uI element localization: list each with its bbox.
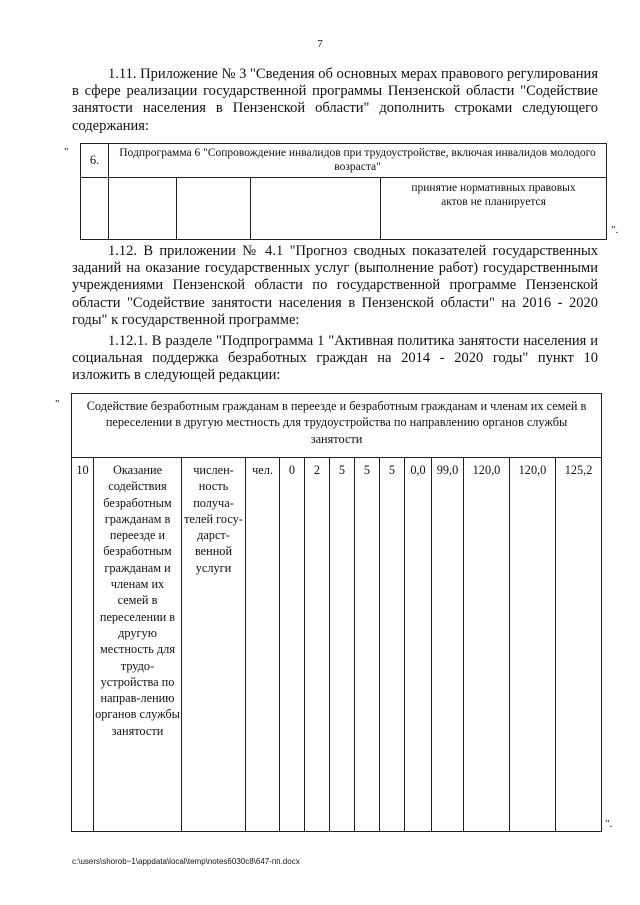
table1-row-number: 6. — [81, 144, 109, 178]
page-number: 7 — [317, 38, 323, 50]
measures-table — [80, 143, 607, 240]
table1-cell — [177, 178, 251, 240]
table1-subprogram-title: Подпрограмма 6 "Сопровождение инвалидов при трудоустройстве, включая инвалидов молодого возраста" — [109, 144, 607, 178]
table2-value: 5 — [380, 458, 405, 832]
file-path-footer: c:\users\shorob~1\appdata\local\temp\notes6030c8\647-пп.docx — [72, 857, 300, 866]
table2-indicator: числен-ность получа-телей госу-дарст-венной услуги — [182, 458, 246, 832]
table1-cell — [109, 178, 177, 240]
table2-value: 0 — [280, 458, 305, 832]
table2-open-quote: " — [55, 398, 60, 410]
table1-empty-row — [81, 178, 607, 240]
table1-close-mark: ". — [611, 224, 619, 236]
table1-note: принятие нормативных правовых актов не планируется — [381, 178, 607, 240]
table2-value: 120,0 — [510, 458, 556, 832]
table2-value: 5 — [355, 458, 380, 832]
paragraph-1-11-text: 1.11. Приложение № 3 "Сведения об основных мерах правового регулирования в сфере реализации государственной программы Пензенской области "Содействие занятости населения в Пензенской области" дополнить строками следующего содержания: — [72, 66, 598, 134]
table2-value: 125,2 — [556, 458, 602, 832]
paragraph-1-12-1 — [72, 333, 598, 385]
table2-value: 0,0 — [405, 458, 432, 832]
table2-value: 2 — [305, 458, 330, 832]
table2-value: 99,0 — [432, 458, 464, 832]
paragraph-1-12-1-text: 1.12.1. В разделе "Подпрограмма 1 "Активная политика занятости населения и социальная поддержка безработных граждан на 2014 - 2020 годы" пункт 10 изложить в следующей редакции: — [72, 333, 598, 384]
table2-unit: чел. — [246, 458, 280, 832]
paragraph-1-12-text: 1.12. В приложении № 4.1 "Прогноз сводных показателей государственных заданий на оказание государственных услуг (выполнение работ) государственными учреждениями Пензенской области по государственной программе Пензенской области "Содействие занятости населения в Пензенской области" на 2016 - 2020 годы" к государственной программе: — [72, 243, 598, 328]
forecast-table — [71, 393, 602, 832]
table1-cell — [81, 178, 109, 240]
table2-value: 120,0 — [464, 458, 510, 832]
paragraph-1-11 — [72, 66, 598, 135]
table2-header-row — [72, 394, 602, 458]
table2-section-header: Содействие безработным гражданам в переезде и безработным гражданам и членам их семей в переселении в другую местность для трудоустройства по направлению органов службы занятости — [72, 394, 602, 458]
table1-open-quote: " — [64, 146, 69, 158]
table1-cell — [251, 178, 381, 240]
table2-service-name: Оказание содействия безработным гражданам в переезде и безработным гражданам и членам их семей в переселении в другую местность для трудо-устройства по направ-лению органов службы занятости — [94, 458, 182, 832]
table2-value: 5 — [330, 458, 355, 832]
table2-close-mark: ". — [605, 818, 613, 830]
table2-data-row — [72, 458, 602, 832]
table1-subprogram-row — [81, 144, 607, 178]
table2-row-number: 10 — [72, 458, 94, 832]
paragraph-1-12 — [72, 243, 598, 329]
